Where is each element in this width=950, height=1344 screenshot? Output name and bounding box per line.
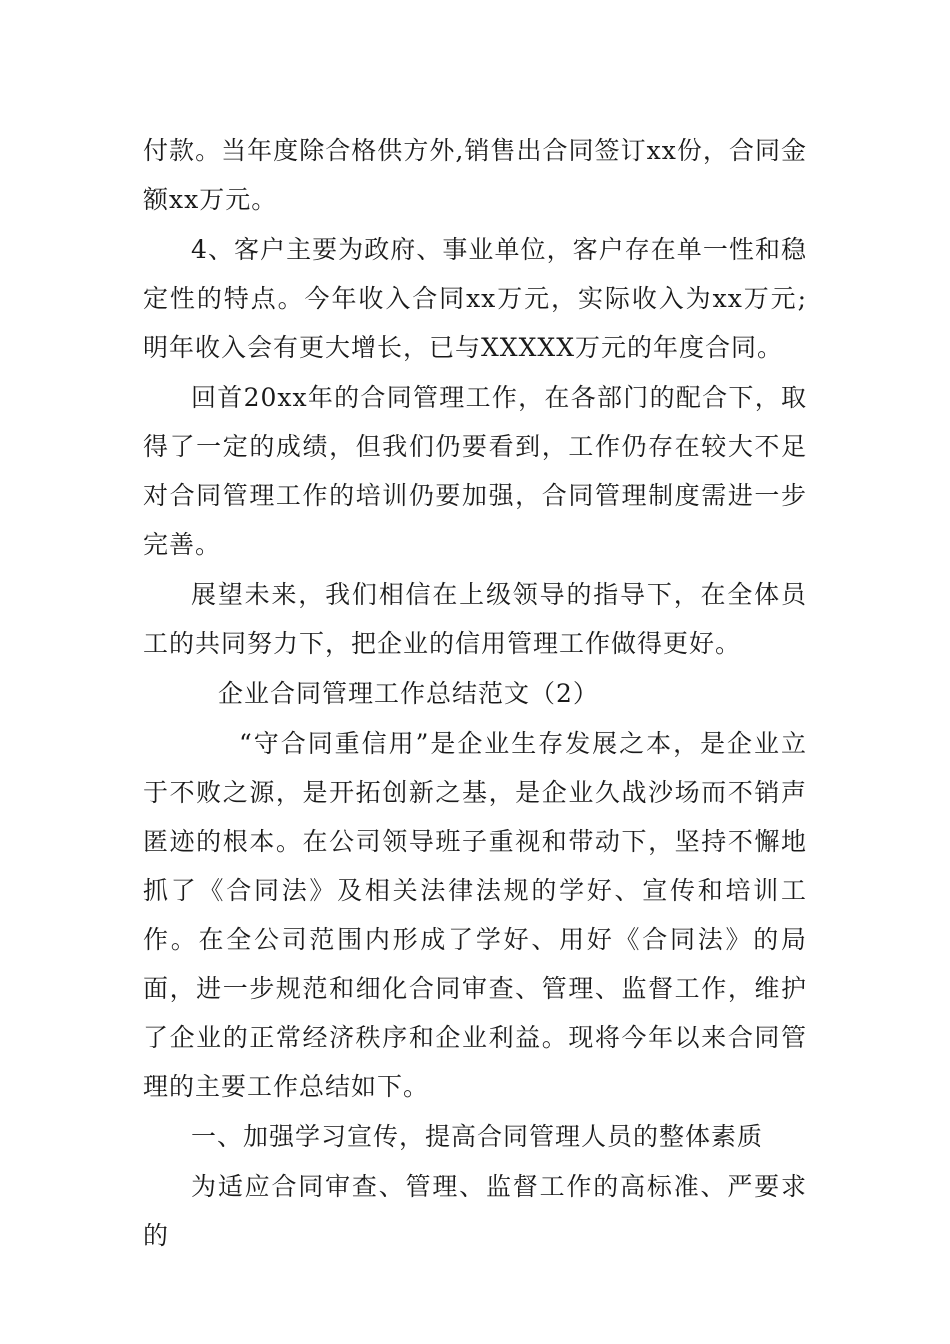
paragraph-payment: 付款。当年度除合格供方外,销售出合同签订xx份，合同金额xx万元。 bbox=[143, 136, 807, 214]
paragraph-customers: 4、客户主要为政府、事业单位，客户存在单一性和稳定性的特点。今年收入合同xx万元，实际收入为xx万元;明年收入会有更大增长，已与XXXXX万元的年度合同。 bbox=[143, 235, 807, 362]
section-title: 企业合同管理工作总结范文（2） bbox=[218, 679, 599, 708]
paragraph-intro: “守合同重信用”是企业生存发展之本，是企业立于不败之源，是开拓创新之基，是企业久战沙场而不销声匿迹的根本。在公司领导班子重视和带动下，坚持不懈地抓了《合同法》及相关法律法规的学好、宣传和培训工作。在全公司范围内形成了学好、用好《合同法》的局面，进一步规范和细化合同审查、管理、监督工作，维护了企业的正常经济秩序和企业利益。现将今年以来合同管理的主要工作总结如下。 bbox=[143, 729, 807, 1101]
paragraph-outlook: 展望未来，我们相信在上级领导的指导下，在全体员工的共同努力下，把企业的信用管理工作做得更好。 bbox=[143, 580, 807, 658]
document-body bbox=[143, 126, 807, 1261]
paragraph-review: 回首20xx年的合同管理工作，在各部门的配合下，取得了一定的成绩，但我们仍要看到，工作仍存在较大不足对合同管理工作的培训仍要加强，合同管理制度需进一步完善。 bbox=[143, 383, 807, 559]
subheading-study: 一、加强学习宣传，提高合同管理人员的整体素质 bbox=[191, 1122, 764, 1151]
paragraph-adapt: 为适应合同审查、管理、监督工作的高标准、严要求的 bbox=[143, 1172, 807, 1250]
